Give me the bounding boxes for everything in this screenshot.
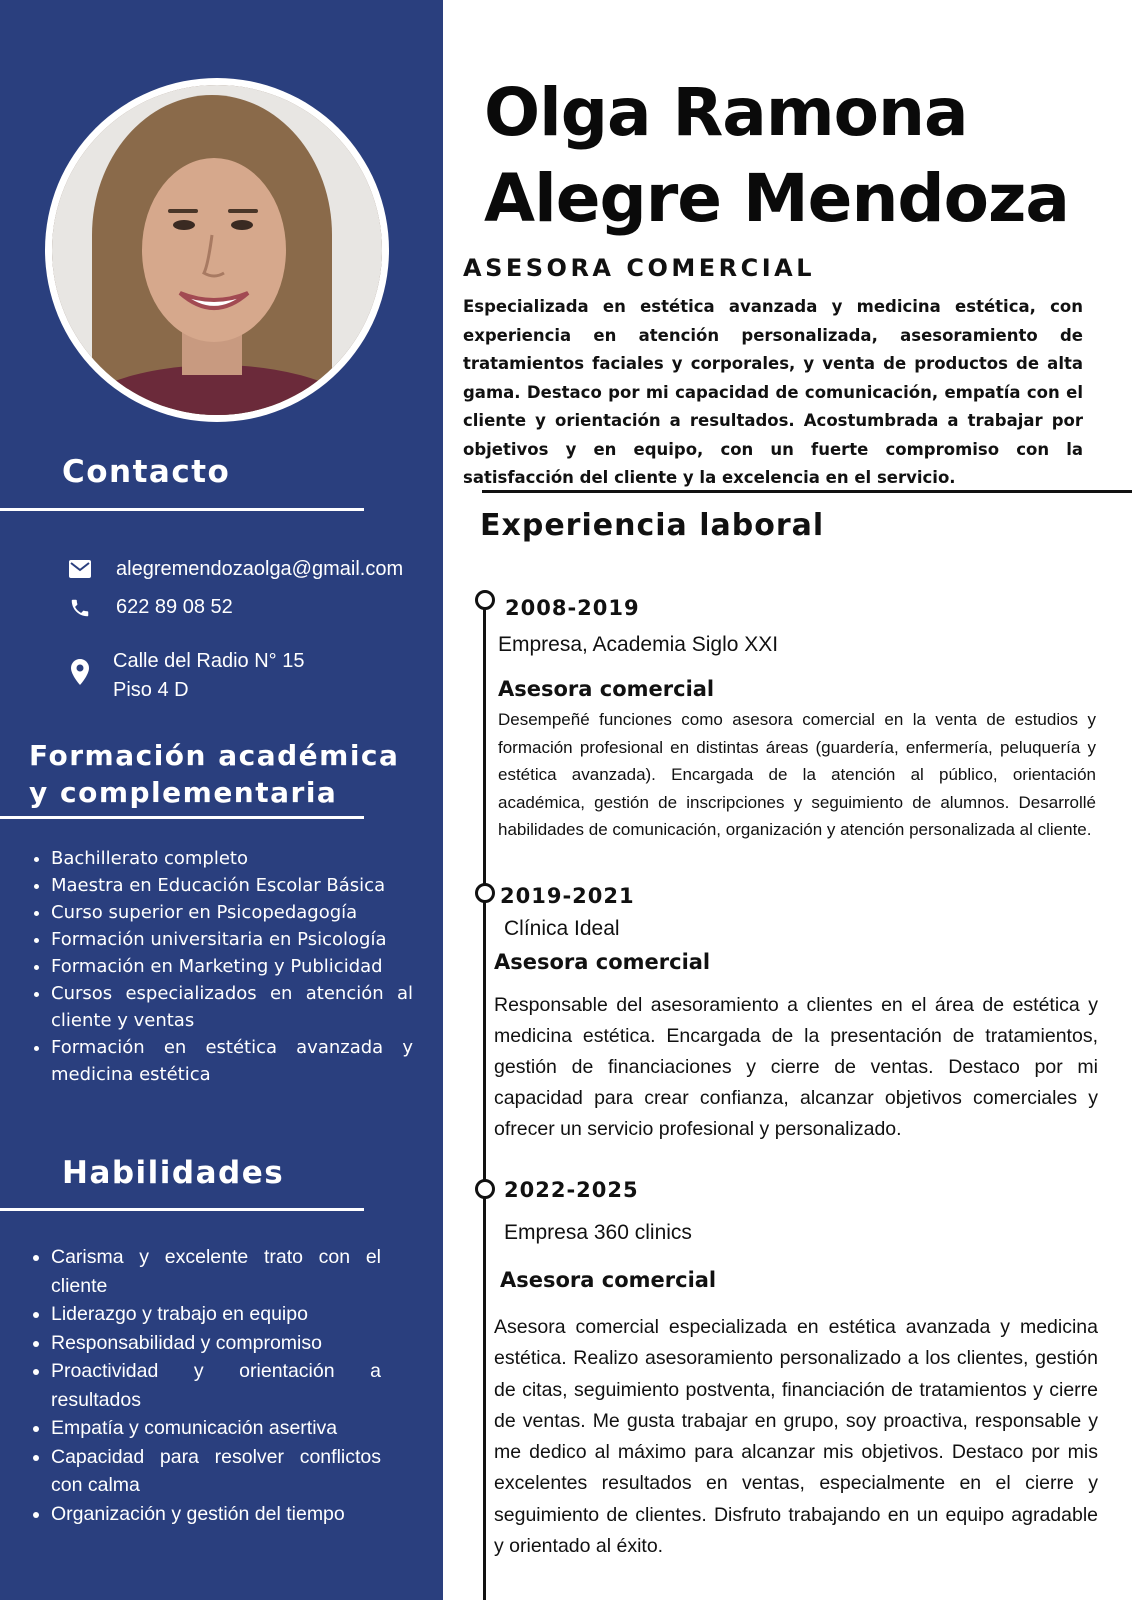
timeline-dot: [475, 590, 495, 610]
location-pin-icon: [68, 659, 92, 683]
education-item: • Curso superior en Psicopedagogía: [51, 899, 413, 926]
job-company: Empresa 360 clinics: [504, 1221, 692, 1244]
timeline-line: [483, 600, 486, 1600]
skill-item: • Carisma y excelente trato con el cliente: [51, 1243, 381, 1300]
timeline-dot: [475, 883, 495, 903]
phone-icon: [68, 597, 92, 621]
job-role: Asesora comercial: [498, 677, 715, 701]
education-list: [29, 845, 413, 1088]
education-item: • Formación en estética avanzada y medicina estética: [51, 1034, 413, 1088]
skills-list: [29, 1243, 381, 1528]
full-name: [484, 70, 1069, 242]
education-title-line1: Formación académica: [29, 739, 400, 772]
skill-item: • Empatía y comunicación asertiva: [51, 1414, 381, 1443]
job-role: Asesora comercial: [494, 950, 711, 974]
sidebar: [0, 0, 443, 1600]
job-role: Asesora comercial: [500, 1268, 717, 1292]
education-item: • Cursos especializados en atención al cliente y ventas: [51, 980, 413, 1034]
experience-divider: [482, 490, 1132, 493]
experience-title: Experiencia laboral: [480, 508, 825, 543]
skills-divider: [0, 1208, 364, 1211]
name-line1: Olga Ramona: [484, 74, 968, 151]
job-years: 2008-2019: [505, 596, 640, 620]
job-description: Asesora comercial especializada en estética avanzada y medicina estética. Realizo asesoramiento personalizado a los clientes, gestión de citas, seguimiento postventa, financiación de tratamientos y cierre de ventas. Me gusta trabajar en grupo, soy proactiva, responsable y me dedico al máximo para alcanzar mis objetivos. Destaco por mis excelentes resultados en ventas, especialmente en el cierre y seguimiento de clientes. Disfruto trabajando en un equipo agradable y orientado al éxito.: [494, 1316, 1098, 1558]
job-years: 2022-2025: [504, 1178, 639, 1202]
job-years: 2019-2021: [500, 884, 635, 908]
job-description: Desempeñé funciones como asesora comercial en la venta de estudios y formación profesional en distintas áreas (guardería, enfermería, peluquería y estética avanzada). Encargada de la atención al público, orientación académica, gestión de inscripciones y seguimiento de alumnos. Desarrollé habilidades de comunicación, organización y atención personalizada al cliente.: [498, 710, 1096, 839]
skill-item: • Organización y gestión del tiempo: [51, 1500, 381, 1529]
skills-title: Habilidades: [62, 1155, 285, 1191]
name-line2: Alegre Mendoza: [484, 160, 1069, 237]
education-title: [29, 737, 399, 811]
contact-phone[interactable]: 622 89 08 52: [116, 596, 233, 618]
education-item: • Formación en Marketing y Publicidad: [51, 953, 413, 980]
timeline-dot: [475, 1179, 495, 1199]
skill-item: • Liderazgo y trabajo en equipo: [51, 1300, 381, 1329]
contact-address-row: [68, 647, 304, 705]
contact-email[interactable]: alegremendozaolga@gmail.com: [116, 558, 404, 580]
job-company: Empresa, Academia Siglo XXI: [498, 633, 779, 656]
contact-address-line2: Piso 4 D: [113, 679, 189, 701]
education-item: • Bachillerato completo: [51, 845, 413, 872]
job-company: Clínica Ideal: [504, 917, 620, 940]
education-divider: [0, 816, 364, 819]
contact-title: Contacto: [62, 454, 231, 490]
education-title-line2: y complementaria: [29, 776, 338, 809]
skill-item: • Capacidad para resolver conflictos con calma: [51, 1443, 381, 1500]
job-description: Responsable del asesoramiento a clientes en el área de estética y medicina estética. Encargada de la presentación de tratamientos, gestión de financiaciones y cierre de ventas. Destaco por mi capacidad para crear confianza, alcanzar objetivos comerciales y ofrecer un servicio profesional y personalizado.: [494, 994, 1098, 1140]
mail-icon: [68, 560, 92, 584]
contact-address-line1: Calle del Radio N° 15: [113, 650, 305, 672]
profile-photo-image: [52, 85, 382, 415]
skill-item: • Responsabilidad y compromiso: [51, 1329, 381, 1358]
skill-item: • Proactividad y orientación a resultados: [51, 1357, 381, 1414]
profile-summary: Especializada en estética avanzada y medicina estética, con experiencia en atención personalizada, asesoramiento de tratamientos faciales y corporales, y venta de productos de alta gama. Destaco por mi capacidad de comunicación, empatía con el cliente y orientación a resultados. Acostumbrada a trabajar por objetivos y en equipo, con un fuerte compromiso con la satisfacción del cliente y la excelencia en el servicio.: [463, 297, 1083, 487]
job-title: ASESORA COMERCIAL: [463, 254, 816, 282]
contact-divider: [0, 508, 364, 511]
education-item: • Maestra en Educación Escolar Básica: [51, 872, 413, 899]
contact-email-row[interactable]: [68, 558, 403, 584]
profile-photo: [45, 78, 389, 422]
contact-phone-row[interactable]: [68, 596, 233, 621]
education-item: • Formación universitaria en Psicología: [51, 926, 413, 953]
